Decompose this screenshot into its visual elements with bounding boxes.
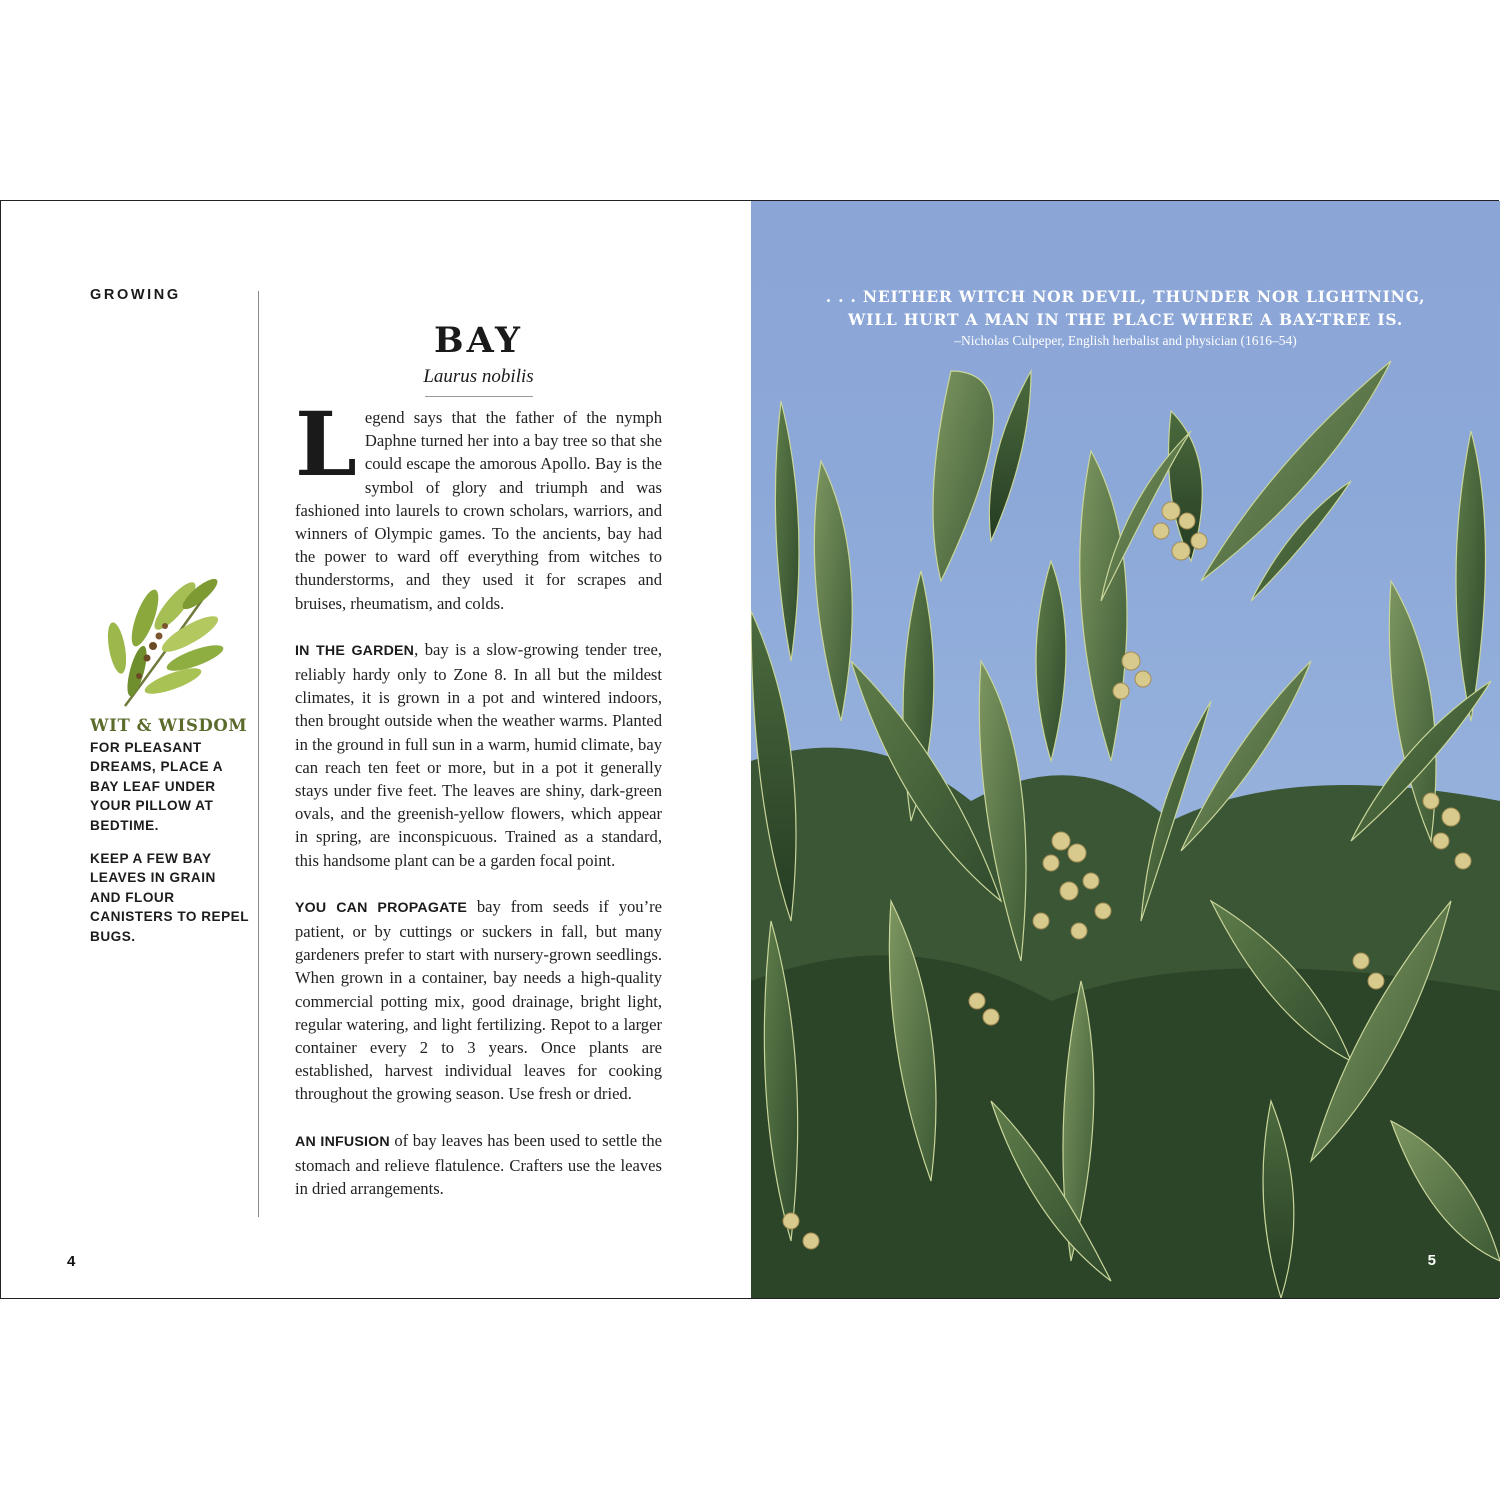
- intro-text: egend says that the father of the nymph Daphne turned her into a bay tree so that she could escape the amorous Apollo. Bay is the symbol of glory and triumph and was fashioned into laurels to crown scholars, warriors, and winners of Olympic games. To the ancients, bay had the power to ward off everything from witches to thunderstorms, and they used it for scrapes and bruises, rheumatism, and colds.: [295, 408, 662, 613]
- section-lead: YOU CAN PROPAGATE: [295, 899, 467, 916]
- quote-line-2: WILL HURT A MAN IN THE PLACE WHERE A BAY-TREE IS.: [847, 310, 1404, 329]
- column-divider: [258, 291, 259, 1217]
- section-lead: IN THE GARDEN: [295, 642, 415, 659]
- section-paragraph-propagate: [295, 895, 662, 1106]
- wit-and-wisdom-sidebar: [90, 576, 250, 946]
- bay-sprig-illustration-icon: [95, 576, 235, 716]
- article: [295, 319, 662, 1223]
- section-text: of bay leaves has been used to settle the stomach and relieve flatulence. Crafters use the leaves in dried arrangements.: [295, 1130, 662, 1199]
- section-paragraph-infusion: [295, 1129, 662, 1201]
- wit-and-wisdom-tip: FOR PLEASANT DREAMS, PLACE A BAY LEAF UNDER YOUR PILLOW AT BEDTIME.: [90, 740, 223, 833]
- pull-quote: [751, 285, 1500, 349]
- book-spread: [0, 200, 1499, 1299]
- section-text: , bay is a slow-growing tender tree, reliably hardy only to Zone 8. In all but the mildest climates, it is grown in a pot and wintered indoors, then brought outside when the weather warms. Planted in the ground in full sun in a warm, humid climate, bay can reach ten feet or more, but in a pot it generally stays under five feet. The leaves are shiny, dark-green ovals, and the greenish-yellow flowers, which appear in spring, are inconspicuous. Trained as a standard, this handsome plant can be a garden focal point.: [295, 639, 662, 870]
- section-text: bay from seeds if you’re patient, or by cuttings or suckers in fall, but many gardeners prefer to start with nursery-grown seedlings. When grown in a container, bay needs a high-quality commercial potting mix, good drainage, bright light, regular watering, and light fertilizing. Repot to a larger container every 2 to 3 years. Once plants are established, harvest individual leaves for cooking throughout the growing season. Use fresh or dried.: [295, 896, 663, 1104]
- section-label: GROWING: [90, 287, 181, 303]
- section-lead: AN INFUSION: [295, 1133, 390, 1150]
- bay-laurel-photo-icon: [751, 201, 1500, 1298]
- wit-and-wisdom-tip: KEEP A FEW BAY LEAVES IN GRAIN AND FLOUR CANISTERS TO REPEL BUGS.: [90, 851, 249, 944]
- title-rule: [425, 396, 533, 397]
- wit-and-wisdom-title: WIT & WISDOM: [90, 716, 248, 735]
- left-page: [1, 201, 751, 1300]
- intro-paragraph: [295, 392, 662, 615]
- page-number-right: 5: [1427, 1252, 1436, 1269]
- article-title: BAY: [434, 320, 523, 361]
- latin-name: Laurus nobilis: [423, 366, 534, 387]
- drop-cap: L: [295, 392, 357, 496]
- right-page-photo: [751, 201, 1500, 1298]
- section-paragraph-garden: [295, 638, 662, 872]
- page-number-left: 4: [67, 1253, 76, 1270]
- quote-line-1: . . . NEITHER WITCH NOR DEVIL, THUNDER NOR LIGHTNING,: [825, 287, 1426, 306]
- quote-attribution: –Nicholas Culpeper, English herbalist and physician (1616–54): [954, 333, 1297, 348]
